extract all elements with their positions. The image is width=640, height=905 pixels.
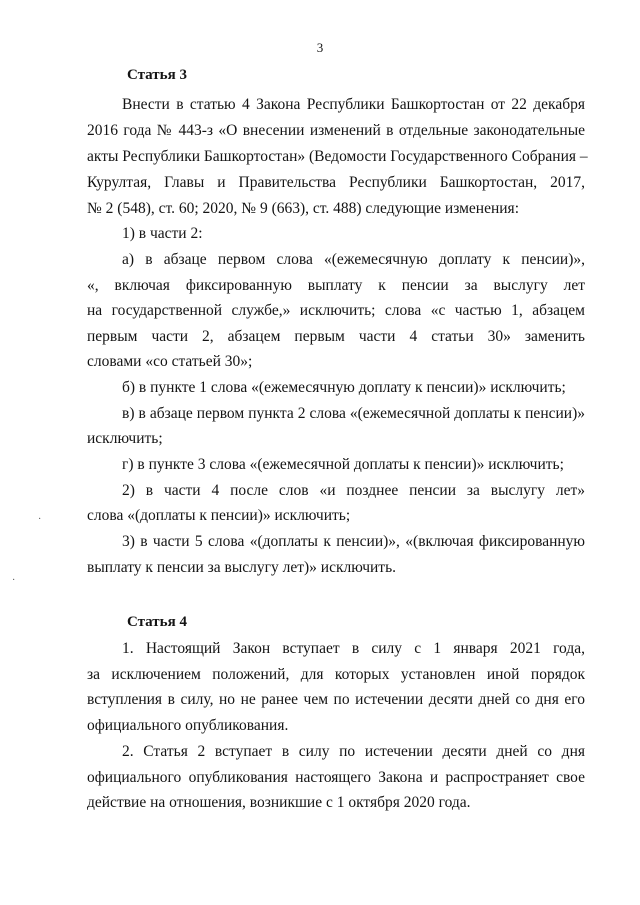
- article-3-line: выплату к пенсии за выслугу лет)» исключить.: [87, 559, 397, 576]
- article-3-line: первым части 2, абзацем первым части 4 статьи 30» заменить: [87, 328, 585, 345]
- article-4-line: вступления в силу, но не ранее чем по истечении десяти дней со дня его: [87, 691, 585, 708]
- article-3-line: Внести в статью 4 Закона Республики Башкортостан от 22 декабря: [122, 96, 585, 113]
- article-3-line: слова «(доплаты к пенсии)» исключить;: [87, 507, 351, 524]
- article-3-heading: Статья 3: [127, 67, 187, 83]
- article-3-line: 1) в части 2:: [122, 225, 203, 242]
- scan-speck: ·: [12, 575, 16, 586]
- article-3-line: акты Республики Башкортостан» (Ведомости Государственного Собрания –: [87, 148, 588, 165]
- page-number: 3: [316, 40, 324, 55]
- article-3-line: 2016 года № 443-з «О внесении изменений в отдельные законодательные: [87, 122, 585, 139]
- article-3-line: г) в пункте 3 слова «(ежемесячной доплаты к пенсии)» исключить;: [122, 456, 564, 473]
- article-4-line: действие на отношения, возникшие с 1 октября 2020 года.: [87, 794, 471, 811]
- article-4-line: 2. Статья 2 вступает в силу по истечении десяти дней со дня: [122, 743, 585, 760]
- article-3-line: 2) в части 4 после слов «и позднее пенсии за выслугу лет»: [122, 482, 585, 499]
- article-3-line: «, включая фиксированную выплату к пенсии за выслугу лет: [87, 277, 585, 294]
- article-3-line: № 2 (548), ст. 60; 2020, № 9 (663), ст. 488) следующие изменения:: [87, 200, 519, 217]
- article-3-line: 3) в части 5 слова «(доплаты к пенсии)», «(включая фиксированную: [122, 533, 585, 550]
- article-3-line: в) в абзаце первом пункта 2 слова «(ежемесячной доплаты к пенсии)»: [122, 405, 585, 422]
- article-3-line: б) в пункте 1 слова «(ежемесячную доплату к пенсии)» исключить;: [122, 379, 566, 396]
- article-4-heading: Статья 4: [127, 614, 187, 630]
- article-3-line: исключить;: [87, 430, 163, 447]
- article-3-line: а) в абзаце первом слова «(ежемесячную доплату к пенсии)»,: [122, 251, 585, 268]
- scan-speck: ·: [38, 514, 42, 525]
- article-3-line: Курултая, Главы и Правительства Республики Башкортостан, 2017,: [87, 174, 585, 191]
- article-4-line: официального опубликования настоящего Закона и распространяет свое: [87, 769, 585, 786]
- article-4-line: официального опубликования.: [87, 717, 289, 734]
- article-3-line: словами «со статьей 30»;: [87, 353, 253, 370]
- article-3-line: на государственной службе,» исключить; слова «с частью 1, абзацем: [87, 302, 585, 319]
- article-4-line: за исключением положений, для которых установлен иной порядок: [87, 666, 585, 683]
- article-4-line: 1. Настоящий Закон вступает в силу с 1 января 2021 года,: [122, 640, 585, 657]
